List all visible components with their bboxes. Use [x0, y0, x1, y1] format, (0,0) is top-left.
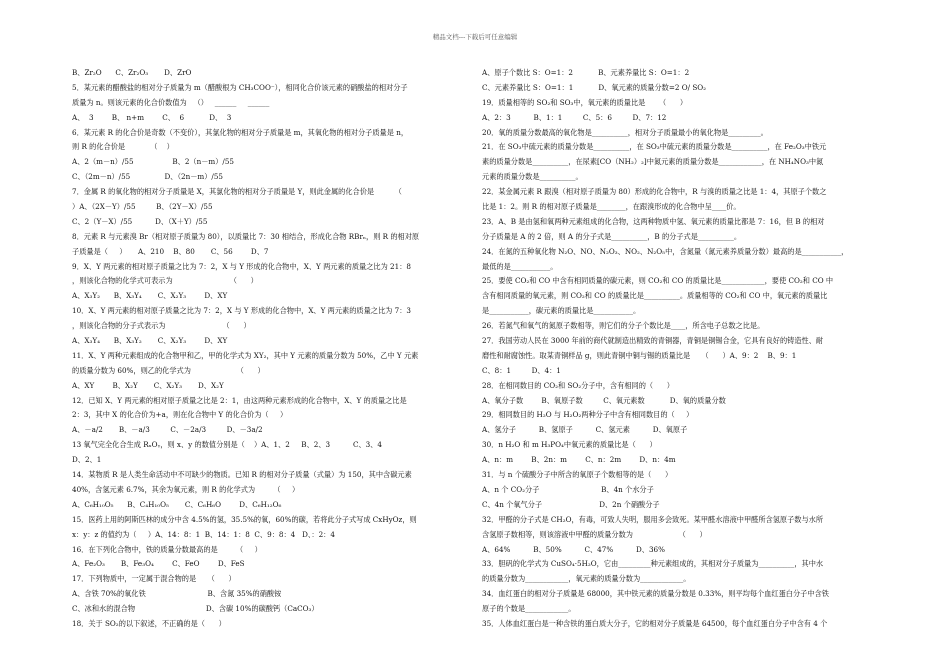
- left-line: C、冰和水的混合物 D、含碳 10%的碳酸钙（CaCO₃）: [72, 604, 319, 614]
- left-line: 16．在下列化合物中，铁的质量分数最高的是 （ ）: [72, 544, 262, 554]
- right-line: 23．A、B 是由氢和氧两种元素组成的化合物，这两种物质中氢、氧元素的质量比都是 7：16，但 B 的相对: [482, 216, 825, 226]
- left-line: A、XY B、X₂Y C、X₂Y₃ D、X₂Y: [72, 380, 224, 390]
- right-line: 25．要使 CO₂和 CO 中含有相同质量的碳元素，则 CO₂和 CO 的质量比是____________，要使 CO₂和 CO 中: [482, 276, 834, 286]
- right-line: 28．在相同数目的 CO₂和 SO₂分子中，含有相同的（ ）: [482, 380, 674, 390]
- right-line: A、氢分子 B、氢原子 C、氢元素 D、氧原子: [482, 425, 688, 435]
- left-line: 13 氧气完全化合生成 RₓOᵧ，则 x、y 的数值分别是（ ）A、1、2 B、2、3 C、3、4: [72, 440, 382, 450]
- left-line: A、2（m－n）/55 B、2（n－m）/55: [72, 157, 234, 167]
- right-line: 含有相同质量的氧元素，则 CO₂和 CO 的质量比是__________。质量相等的 CO₂和 CO 中，氧元素的质量比: [482, 291, 828, 301]
- right-line: 27．我国劳动人民在 3000 年前的商代就制造出精致的青铜器，青铜是铜锡合金，它具有良好的铸造性、耐: [482, 336, 824, 346]
- right-line: A、n：m B、2n：m C、n：2m D、n：4m: [482, 455, 676, 465]
- right-line: 24．在氮的五种氧化物 N₂O、NO、N₂O₃、NO₂、N₂O₅中，含氮量（氮元素养质量分数）最高的是___________，: [482, 246, 849, 256]
- right-line: 的质量分数为____________，氧元素的质量分数为____________。: [482, 574, 691, 584]
- right-line: C、元素养量比 S：O=1：1 D、氧元素的质量分数=2 O/ SO₂: [482, 82, 707, 92]
- left-column: [72, 66, 492, 632]
- page-header: 精品文档---下载后可任意编辑: [432, 33, 518, 41]
- right-line: A、氧分子数 B、氧原子数 C、氧元素数 D、氧的质量分数: [482, 395, 726, 405]
- left-line: 40%，含氢元素 6.7%，其余为氧元素，则 R 的化学式为 （ ）: [72, 484, 300, 494]
- left-line: 则 R 的化合价是 （ ）: [72, 142, 174, 152]
- left-line: 15．医药上用的阿斯匹林的成分中含 4.5%的氢，35.5%的氧，60%的碳，若将此分子式写成 CxHyOz，则: [72, 514, 417, 524]
- left-line: A、含铁 70%的氧化铁 B、含氮 35%的硝酸铵: [72, 589, 282, 599]
- right-line: 磨性和耐腐蚀性。取某青铜样品 g，则此青铜中铜与锡的质量比是 （ ）A、9：2 B、9：1: [482, 350, 797, 360]
- right-line: A、64% B、50% C、47% D、36%: [482, 544, 665, 554]
- left-line: 14．某物质 R 是人类生命活动中不可缺少的物质。已知 R 的相对分子质量（式量）为 150，其中含碳元素: [72, 470, 412, 480]
- left-line: B、Zr₂O C、Zr₂O₃ D、ZrO: [72, 68, 192, 77]
- left-line: 5．某元素的醋酸盐的相对分子质量为 m（醋酸根为 CH₃COO⁻），相同化合价该元素的硝酸盐的相对分子: [72, 82, 408, 92]
- left-line: C、（2m－n）/55 D、（2n－m）/55: [72, 172, 224, 182]
- left-line: ）A、（2X－Y）/55 B、（2Y－X）/55: [72, 202, 213, 212]
- left-line: 10．X、Y 两元素的相对原子质量之比为 7：2，X 与 Y 形成的化合物中，X、Y 两元素的质量之比为 7：3: [72, 306, 411, 316]
- right-line: 是___________，碳元素的质量比是___________。: [482, 306, 641, 316]
- right-line: A、原子个数比 S：O=1：2 B、元素养量比 S：O=1：2: [482, 68, 690, 77]
- left-line: 7．金属 R 的氧化物的相对分子质量是 X，其氯化物的相对分子质量是 Y，则此金属的化合价是 （: [72, 187, 402, 197]
- right-line: A、2：3 B、1：1 C、5：6 D、7：12: [482, 112, 667, 122]
- right-line: 原子的个数是____________。: [482, 604, 576, 614]
- right-line: 比是 1：2。则 R 的相对原子质量是________，在跟溴形成的化合物中呈____价。: [482, 202, 741, 212]
- right-line: 21．在 SO₃中硫元素的质量分数是__________，在 SO₃中硫元素的质量分数是__________，在 Fe₂O₃中铁元: [482, 142, 827, 152]
- right-line: 20．氧的质量分数最高的氧化物是__________，相对分子质量最小的氧化物是_________。: [482, 127, 768, 137]
- left-line: D、2、1: [72, 455, 102, 465]
- left-line: 6．某元素 R 的化合价是奇数（不变价），其氯化物的相对分子质量是 m，其氧化物的相对分子质量是 n，: [72, 127, 409, 137]
- right-line: 29．相同数目的 H₂O 与 H₂O₂两种分子中含有相同数目的（ ）: [482, 410, 694, 420]
- left-line: x：y：z 的值约为（ ）A、14：8：1 B、14：1：8 C、9：8：4 D、：2：4: [72, 529, 335, 539]
- left-line: 2：3，其中 X 的化合价为+a，则在化合物中 Y 的化合价为（ ）: [72, 410, 288, 420]
- right-line: 22．某金属元素 R 跟溴（相对原子质量为 80）形成的化合物中，R 与溴的质量之比是 1：4，其原子个数之: [482, 187, 827, 197]
- right-line: 32．甲醛的分子式是 CH₂O，有毒，可致人失明，服用多会致死。某甲醛水溶液中甲醛所含氢原子数与水所: [482, 514, 824, 524]
- left-line: A、－a/2 B、－a/3 C、－2a/3 D、－3a/2: [72, 425, 263, 435]
- left-line: A、X₃Y₄ B、X₃Y₂ C、X₂Y₃ D、XY: [72, 336, 228, 346]
- left-line: 子质量是（ ） A、210 B、80 C、56 D、7: [72, 246, 269, 256]
- right-line: 26．若氮气和氧气的氮原子数相等，则它们的分子个数比是____，所含电子总数之比是。: [482, 321, 765, 331]
- right-line: 19．质量相等的 SO₂和 SO₃中，氧元素的质量比是 （ ）: [482, 97, 688, 107]
- right-line: 34．血红蛋白的相对分子质量是 68000，其中铁元素的质量分数是 0.33%，则平均每个血红蛋白分子中含铁: [482, 589, 829, 599]
- right-line: 元素的质量分数是__________。: [482, 172, 583, 182]
- left-line: 8．元素 R 与元素溴 Br（相对原子质量为 80），以质量比 7：30 相结合，形成化合物 RBrₙ，则 R 的相对原: [72, 231, 420, 241]
- right-line: 分子质量是 A 的 2 倍，则 A 的分子式是__________，B 的分子式是__________。: [482, 231, 742, 241]
- left-line: A、X₃Y₂ B、X₃Y₄ C、X₂Y₃ D、XY: [72, 291, 228, 301]
- left-line: 11．X、Y 两种元素组成的化合物甲和乙，甲的化学式为 XY₂，其中 Y 元素的质量分数为 50%，乙中 Y 元素: [72, 350, 419, 360]
- right-line: 30．n H₂O 和 m H₃PO₄中氧元素的质量比是（ ）: [482, 440, 657, 450]
- right-line: 最低的是___________。: [482, 261, 558, 271]
- right-line: C、4n 个氧气分子 D、2n 个硝酸分子: [482, 499, 660, 509]
- right-line: 31．与 n 个硫酸分子中所含的氧原子个数相等的是（ ）: [482, 470, 673, 480]
- right-line: C、8：1 D、4：1: [482, 365, 561, 375]
- left-line: 的质量分数为 60%，则乙的化学式为 （ ）: [72, 365, 265, 375]
- right-line: 35．人体血红蛋白是一种含铁的蛋白质大分子，它的相对分子质量是 64500，每个血红蛋白分子中含有 4 个: [482, 618, 828, 628]
- left-line: 12．已知 X、Y 两元素的相对原子质量之比是 2：1，由这两种元素形成的化合物中，X、Y 的质量之比是: [72, 395, 407, 405]
- left-line: 18．关于 SO₂的以下叙述，不正确的是（ ）: [72, 618, 226, 628]
- right-line: 素的质量分数是__________，在尿素[CO（NH₂）₂]中氮元素的质量分数是____________，在 NH₄NO₃中氮: [482, 157, 824, 167]
- right-line: 33．胆矾的化学式为 CuSO₄·5H₂O，它由_________种元素组成的，其相对分子质量为__________，其中水: [482, 559, 824, 569]
- right-line: 含氢原子数相等，则该溶液中甲醛的质量分数为 （ ）: [482, 529, 707, 539]
- left-line: ，则该化合物的化学式可表示为 （ ）: [72, 276, 258, 286]
- left-line: A、C₆H₁₀O₅ B、C₄H₁₀O₅ C、C₆H₆O D、C₆H₁₂O₆: [72, 499, 282, 509]
- left-line: A、 3 B、 n+m C、 6 D、 3: [72, 112, 232, 122]
- left-line: ，则该化合物的分子式表示为 （ ）: [72, 321, 251, 331]
- left-line: C、2（Y－X）/55 D、（X＋Y）/55: [72, 216, 208, 226]
- left-line: A、Fe₂O₃ B、Fe₃O₄ C、FeO D、FeS: [72, 559, 245, 569]
- left-line: 17．下列物质中，一定属于混合物的是 （ ）: [72, 574, 236, 584]
- right-line: A、n 个 CO₂分子 B、4n 个水分子: [482, 484, 654, 494]
- right-column: [482, 66, 894, 632]
- left-line: 质量为 n。则该元素的化合价数值为 （） ______ ______: [72, 97, 270, 107]
- left-line: 9．X、Y 两元素的相对原子质量之比为 7：2，X 与 Y 形成的化合物中，X、Y 两元素的质量之比为 21：8: [72, 261, 411, 271]
